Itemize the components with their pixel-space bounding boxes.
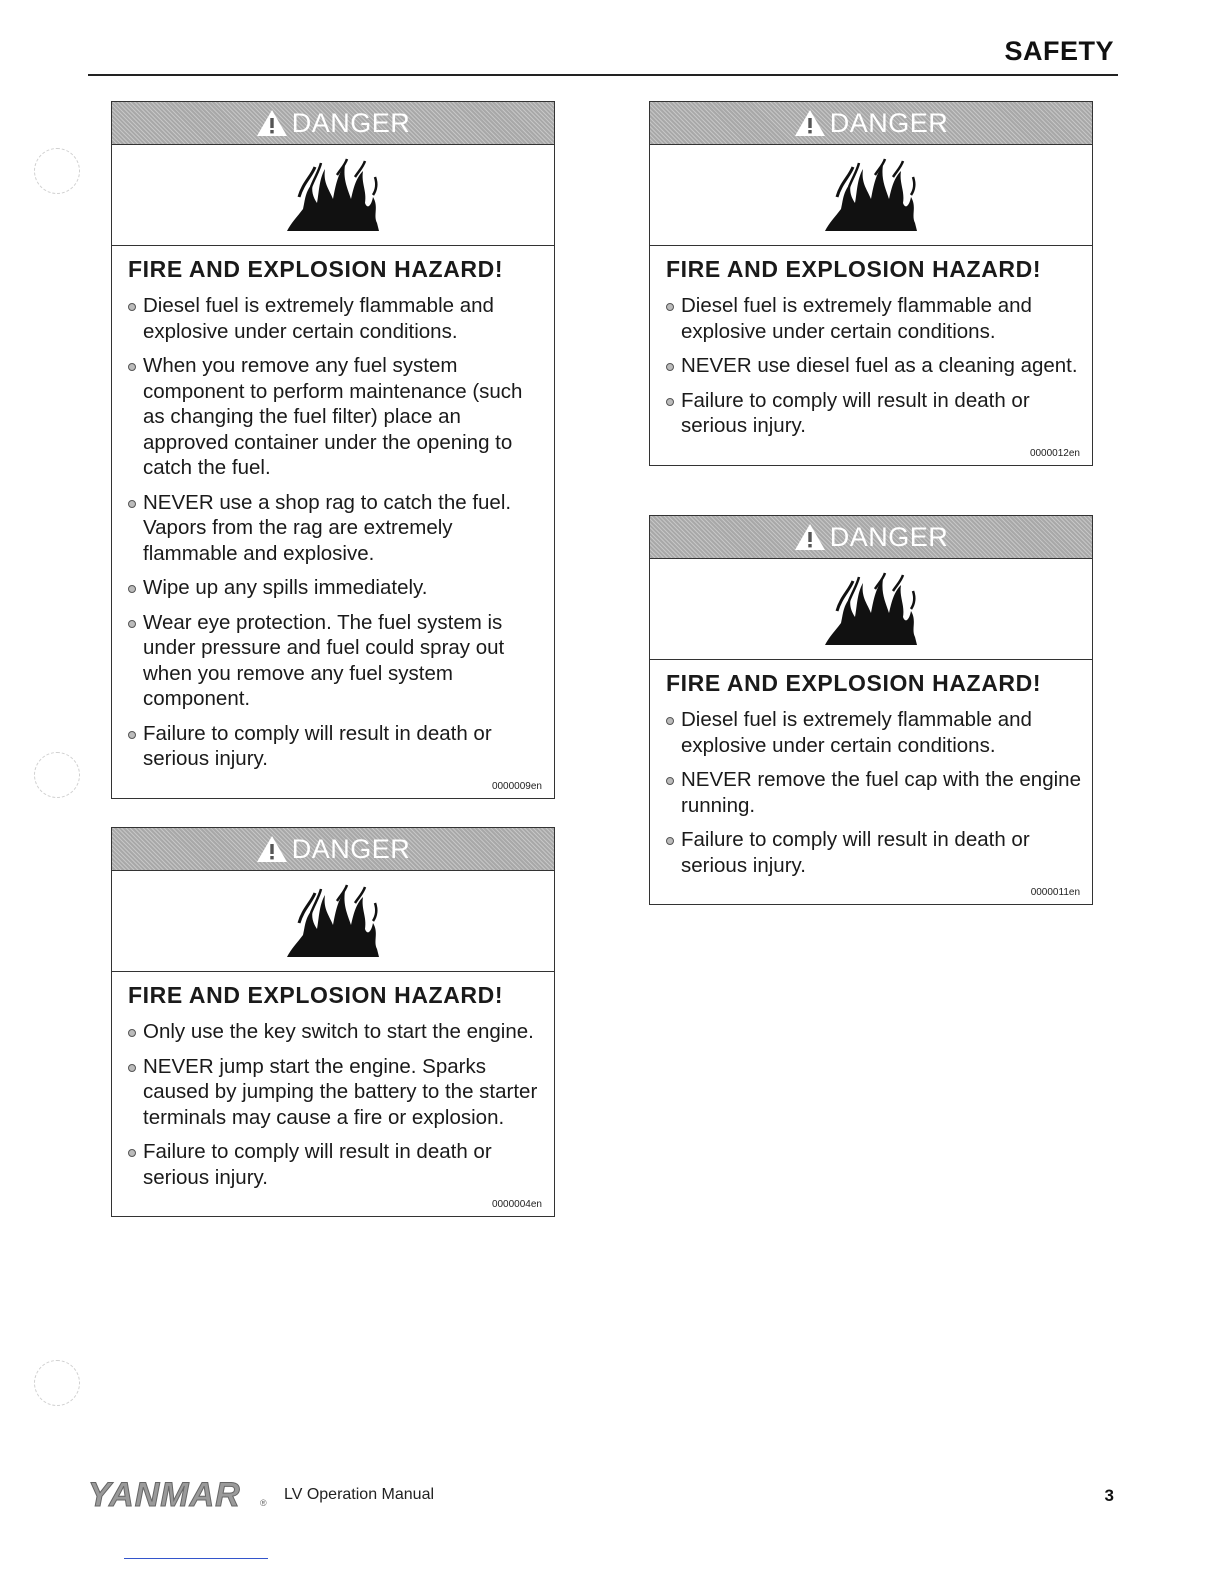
hazard-list (112, 293, 554, 772)
label-code: 0000004en (491, 1199, 542, 1210)
warning-triangle-icon (794, 523, 826, 551)
danger-label: DANGER (829, 107, 949, 138)
hazard-list (650, 707, 1092, 878)
hazard-title: FIRE AND EXPLOSION HAZARD! (128, 982, 504, 1008)
binder-hole-mark (34, 752, 80, 798)
header-divider (88, 74, 1118, 76)
hazard-list (112, 1019, 554, 1190)
warning-triangle-icon (256, 835, 288, 863)
flame-icon (281, 157, 385, 233)
danger-label: DANGER (291, 107, 411, 138)
danger-label: DANGER (291, 833, 411, 864)
hazard-title: FIRE AND EXPLOSION HAZARD! (666, 670, 1042, 696)
danger-header (650, 516, 1092, 559)
hazard-bullet: Diesel fuel is extremely flammable and explosive under certain conditions. (650, 707, 1082, 758)
warning-triangle-icon (256, 109, 288, 137)
hazard-bullet: Wipe up any spills immediately. (112, 575, 544, 601)
danger-header (112, 828, 554, 871)
hazard-bullet: Failure to comply will result in death or serious injury. (112, 721, 544, 772)
hazard-bullet: NEVER use diesel fuel as a cleaning agent. (650, 353, 1082, 379)
fire-pictogram (650, 145, 1092, 246)
hazard-bullet: NEVER jump start the engine. Sparks caused by jumping the battery to the starter terminals may cause a fire or explosion. (112, 1054, 544, 1131)
danger-box (111, 827, 555, 1217)
danger-box (649, 515, 1093, 905)
section-title: SAFETY (1004, 36, 1114, 66)
label-code: 0000009en (491, 780, 542, 792)
hazard-list (650, 293, 1092, 439)
page-number: 3 (1104, 1486, 1114, 1505)
flame-icon (281, 883, 385, 959)
label-code: 0000011en (1030, 887, 1080, 898)
flame-icon (819, 571, 923, 647)
hazard-bullet: Failure to comply will result in death or serious injury. (112, 1139, 544, 1190)
hazard-bullet: Failure to comply will result in death or serious injury. (650, 827, 1082, 878)
footer-link-line (124, 1558, 268, 1559)
hazard-bullet: Diesel fuel is extremely flammable and explosive under certain conditions. (112, 293, 544, 344)
hazard-bullet: NEVER use a shop rag to catch the fuel. Vapors from the rag are extremely flammable and explosive. (112, 490, 544, 567)
fire-pictogram (650, 559, 1092, 660)
binder-hole-mark (34, 1360, 80, 1406)
danger-box (649, 101, 1093, 466)
hazard-bullet: When you remove any fuel system component to perform maintenance (such as changing the fuel filter) place an approved container under the opening to catch the fuel. (112, 353, 544, 481)
yanmar-logo: YANMAR (88, 1476, 241, 1514)
hazard-bullet: NEVER remove the fuel cap with the engine running. (650, 767, 1082, 818)
hazard-title: FIRE AND EXPLOSION HAZARD! (128, 256, 504, 282)
hazard-bullet: Failure to comply will result in death or serious injury. (650, 388, 1082, 439)
fire-pictogram (112, 145, 554, 246)
trademark-mark: ® (260, 1498, 267, 1508)
binder-hole-mark (34, 148, 80, 194)
warning-triangle-icon (794, 109, 826, 137)
hazard-bullet: Wear eye protection. The fuel system is under pressure and fuel could spray out when you remove any fuel system component. (112, 610, 544, 712)
danger-header (112, 102, 554, 145)
hazard-bullet: Diesel fuel is extremely flammable and explosive under certain conditions. (650, 293, 1082, 344)
label-code: 0000012en (1029, 447, 1080, 459)
hazard-bullet: Only use the key switch to start the engine. (112, 1019, 544, 1045)
manual-title: LV Operation Manual (284, 1486, 435, 1503)
danger-header (650, 102, 1092, 145)
fire-pictogram (112, 871, 554, 972)
danger-label: DANGER (829, 521, 949, 552)
hazard-title: FIRE AND EXPLOSION HAZARD! (666, 256, 1042, 282)
danger-box (111, 101, 555, 799)
flame-icon (819, 157, 923, 233)
